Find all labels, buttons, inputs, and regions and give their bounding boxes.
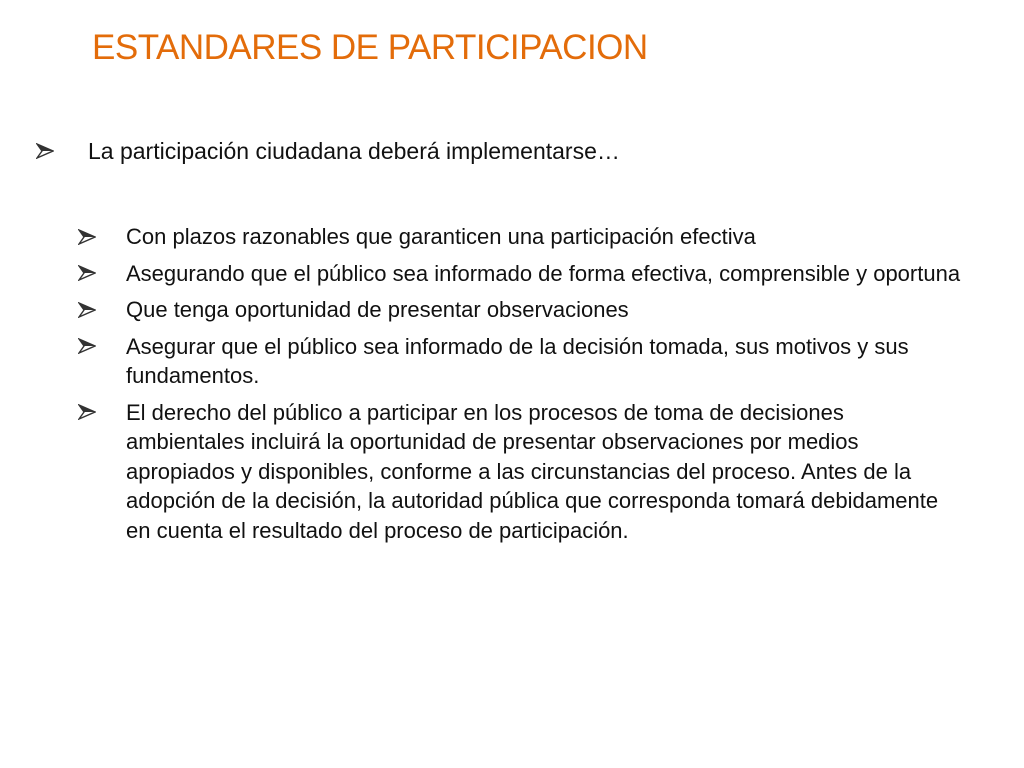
arrowhead-bullet-icon	[78, 259, 126, 289]
list-item-text: Con plazos razonables que garanticen una participación efectiva	[126, 224, 756, 249]
intro-bullet-item	[36, 136, 936, 166]
arrowhead-bullet-icon	[78, 332, 126, 362]
arrowhead-bullet-icon	[78, 295, 126, 325]
arrowhead-bullet-icon	[78, 398, 126, 428]
list-item-text: Asegurando que el público sea informado de forma efectiva, comprensible y oportuna	[126, 260, 961, 286]
list-item	[78, 398, 968, 546]
list-item-text: Asegurar que el público sea informado de la decisión tomada, sus motivos y sus fundamentos.	[126, 333, 909, 388]
list-item	[78, 222, 968, 252]
arrowhead-bullet-icon	[36, 136, 88, 166]
slide-title: ESTANDARES DE PARTICIPACION	[92, 28, 648, 67]
list-item-text: Que tenga oportunidad de presentar observaciones	[126, 297, 629, 322]
arrowhead-bullet-icon	[78, 222, 126, 252]
intro-text: La participación ciudadana deberá implementarse…	[88, 138, 620, 164]
bullet-list	[78, 222, 968, 552]
list-item	[78, 332, 968, 391]
list-item	[78, 295, 968, 325]
list-item-text: El derecho del público a participar en los procesos de toma de decisiones ambientales incluirá la oportunidad de presentar observaciones por medios apropiados y disponibles, conforme a las circunstancias del proceso. Antes de la adopción de la decisión, la autoridad pública que corresponda tomará debidamente en cuenta el resultado del proceso de participación.	[126, 399, 939, 543]
list-item	[78, 259, 968, 289]
